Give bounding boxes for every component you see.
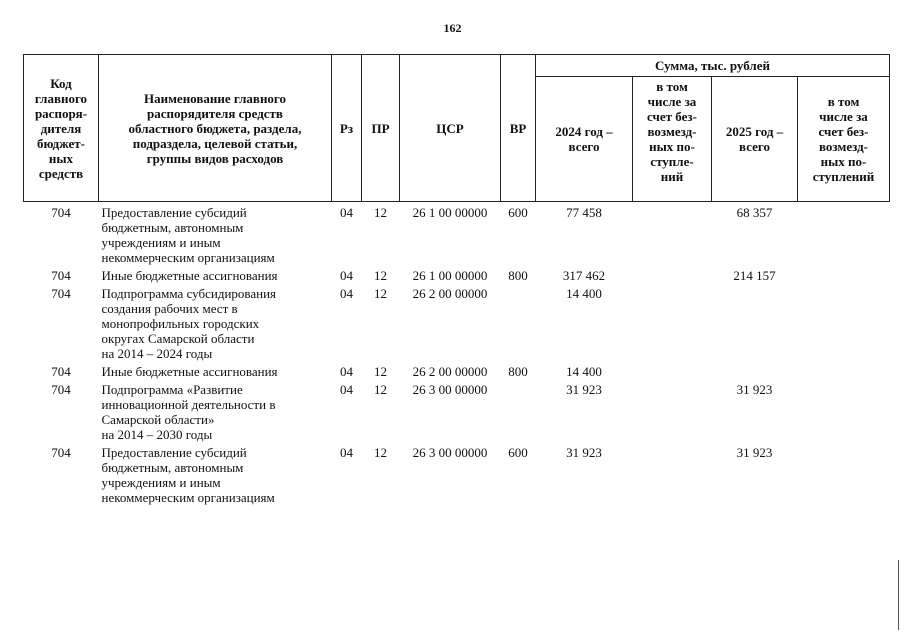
text-line: ных по- bbox=[649, 139, 695, 154]
text-line: в том bbox=[656, 79, 688, 94]
cell-2025-grant bbox=[798, 202, 890, 266]
cell-2025-grant bbox=[798, 265, 890, 283]
text-line: 2024 год – bbox=[555, 124, 613, 139]
cell-name bbox=[99, 283, 332, 361]
cell-2025-total: 214 157 bbox=[733, 268, 776, 283]
cell-2024-total: 31 923 bbox=[566, 445, 602, 460]
cell-rz: 04 bbox=[340, 382, 353, 397]
text-line: бюджет- bbox=[36, 135, 85, 151]
cell-2025-total bbox=[712, 283, 798, 361]
cell-2025-grant bbox=[798, 379, 890, 442]
text-line: всего bbox=[739, 139, 770, 154]
cell-2025-total: 68 357 bbox=[736, 205, 773, 220]
text-line: на 2014 – 2030 годы bbox=[101, 427, 213, 442]
text-line: Предоставление субсидий bbox=[101, 445, 247, 460]
cell-pr: 12 bbox=[374, 205, 387, 220]
cell-rz: 04 bbox=[340, 286, 353, 301]
cell-2025-grant bbox=[798, 361, 890, 379]
header-vr: ВР bbox=[501, 55, 536, 202]
table-row bbox=[24, 202, 890, 266]
header-2024-total bbox=[536, 77, 633, 202]
header-csr: ЦСР bbox=[400, 55, 501, 202]
text-line: Самарской области» bbox=[101, 412, 215, 427]
text-line: некоммерческим организациям bbox=[101, 250, 275, 265]
cell-csr: 26 2 00 00000 bbox=[412, 286, 488, 301]
text-line: ний bbox=[660, 169, 684, 184]
header-rz: Рз bbox=[332, 55, 362, 202]
cell-code: 704 bbox=[51, 445, 71, 460]
cell-pr: 12 bbox=[374, 382, 387, 397]
cell-rz: 04 bbox=[340, 445, 353, 460]
text-line: учреждениям и иным bbox=[101, 475, 221, 490]
cell-csr: 26 1 00 00000 bbox=[412, 205, 488, 220]
table-row bbox=[24, 265, 890, 283]
text-line: всего bbox=[568, 139, 600, 154]
header-sum-group: Сумма, тыс. рублей bbox=[536, 55, 890, 77]
cell-2025-grant bbox=[798, 442, 890, 505]
cell-csr: 26 3 00 00000 bbox=[412, 445, 488, 460]
cell-rz: 04 bbox=[340, 268, 353, 283]
cell-2024-total: 14 400 bbox=[566, 286, 602, 301]
text-line: Подпрограмма «Развитие bbox=[101, 382, 243, 397]
cell-code: 704 bbox=[51, 364, 71, 379]
text-line: инновационной деятельности в bbox=[101, 397, 276, 412]
cell-2025-total: 31 923 bbox=[736, 445, 773, 460]
scan-edge-line bbox=[898, 560, 899, 630]
cell-csr: 26 2 00 00000 bbox=[412, 364, 488, 379]
header-2025-grant bbox=[798, 77, 890, 202]
table-row bbox=[24, 442, 890, 505]
budget-table bbox=[23, 54, 890, 505]
cell-2024-grant bbox=[633, 265, 712, 283]
text-line: на 2014 – 2024 годы bbox=[101, 346, 213, 361]
cell-vr: 800 bbox=[508, 364, 528, 379]
cell-pr: 12 bbox=[374, 364, 387, 379]
cell-2025-grant bbox=[798, 283, 890, 361]
header-pr: ПР bbox=[362, 55, 400, 202]
cell-rz: 04 bbox=[340, 364, 353, 379]
text-line: монопрофильных городских bbox=[101, 316, 260, 331]
text-line: некоммерческим организациям bbox=[101, 490, 275, 505]
text-line: 2025 год – bbox=[725, 124, 784, 139]
cell-vr: 600 bbox=[508, 205, 528, 220]
cell-2024-total: 31 923 bbox=[566, 382, 602, 397]
cell-name bbox=[99, 202, 332, 266]
table-row bbox=[24, 379, 890, 442]
text-line: счет без- bbox=[647, 109, 697, 124]
cell-vr bbox=[501, 379, 536, 442]
table-body bbox=[24, 202, 890, 506]
cell-2024-grant bbox=[633, 361, 712, 379]
text-line: возмезд- bbox=[647, 124, 697, 139]
table-row bbox=[24, 361, 890, 379]
cell-code: 704 bbox=[51, 268, 71, 283]
text-line: возмезд- bbox=[819, 139, 868, 154]
cell-code: 704 bbox=[51, 382, 71, 397]
cell-2024-grant bbox=[633, 442, 712, 505]
cell-vr: 600 bbox=[508, 445, 528, 460]
text-line: распорядителя средств bbox=[147, 105, 283, 121]
page-number: 162 bbox=[443, 21, 462, 35]
text-line: дителя bbox=[40, 120, 82, 136]
cell-2024-total: 14 400 bbox=[566, 364, 602, 379]
cell-name bbox=[99, 379, 332, 442]
header-code bbox=[24, 55, 99, 202]
table-header bbox=[24, 55, 890, 202]
text-line: создания рабочих мест в bbox=[101, 301, 238, 316]
header-2024-grant bbox=[633, 77, 712, 202]
cell-2024-grant bbox=[633, 202, 712, 266]
text-line: округах Самарской области bbox=[101, 331, 255, 346]
cell-2025-total: 31 923 bbox=[736, 382, 773, 397]
text-line: ных bbox=[48, 150, 74, 166]
header-name bbox=[99, 55, 332, 202]
cell-pr: 12 bbox=[374, 286, 387, 301]
text-line: бюджетным, автономным bbox=[101, 220, 244, 235]
text-line: Подпрограмма субсидирования bbox=[101, 286, 277, 301]
text-line: числе за bbox=[819, 109, 868, 124]
cell-name bbox=[99, 265, 332, 283]
cell-vr: 800 bbox=[508, 268, 528, 283]
text-line: Наименование главного bbox=[143, 90, 287, 106]
text-line: счет без- bbox=[818, 124, 869, 139]
cell-rz: 04 bbox=[340, 205, 353, 220]
text-line: числе за bbox=[647, 94, 697, 109]
cell-csr: 26 3 00 00000 bbox=[412, 382, 488, 397]
text-line: Иные бюджетные ассигнования bbox=[101, 268, 278, 283]
cell-code: 704 bbox=[51, 286, 71, 301]
cell-2024-grant bbox=[633, 379, 712, 442]
cell-name bbox=[99, 361, 332, 379]
text-line: Предоставление субсидий bbox=[101, 205, 247, 220]
table-row bbox=[24, 283, 890, 361]
text-line: в том bbox=[827, 94, 860, 109]
cell-vr bbox=[501, 283, 536, 361]
cell-2024-total: 317 462 bbox=[562, 268, 606, 283]
text-line: средств bbox=[38, 165, 84, 181]
text-line: бюджетным, автономным bbox=[101, 460, 244, 475]
text-line: распоря- bbox=[34, 105, 88, 121]
text-line: областного бюджета, раздела, bbox=[128, 120, 302, 136]
text-line: Иные бюджетные ассигнования bbox=[101, 364, 278, 379]
cell-2025-total bbox=[712, 361, 798, 379]
header-2025-total bbox=[712, 77, 798, 202]
cell-pr: 12 bbox=[374, 268, 387, 283]
cell-csr: 26 1 00 00000 bbox=[412, 268, 488, 283]
text-line: подраздела, целевой статьи, bbox=[132, 135, 298, 151]
text-line: главного bbox=[34, 90, 88, 106]
cell-2024-total: 77 458 bbox=[566, 205, 602, 220]
cell-code: 704 bbox=[51, 205, 71, 220]
text-line: учреждениям и иным bbox=[101, 235, 221, 250]
text-line: ных по- bbox=[820, 154, 867, 169]
cell-2024-grant bbox=[633, 283, 712, 361]
cell-name bbox=[99, 442, 332, 505]
cell-pr: 12 bbox=[374, 445, 387, 460]
text-line: Код bbox=[50, 75, 72, 91]
text-line: ступлений bbox=[812, 169, 875, 184]
text-line: группы видов расходов bbox=[146, 150, 284, 166]
text-line: ступле- bbox=[650, 154, 694, 169]
